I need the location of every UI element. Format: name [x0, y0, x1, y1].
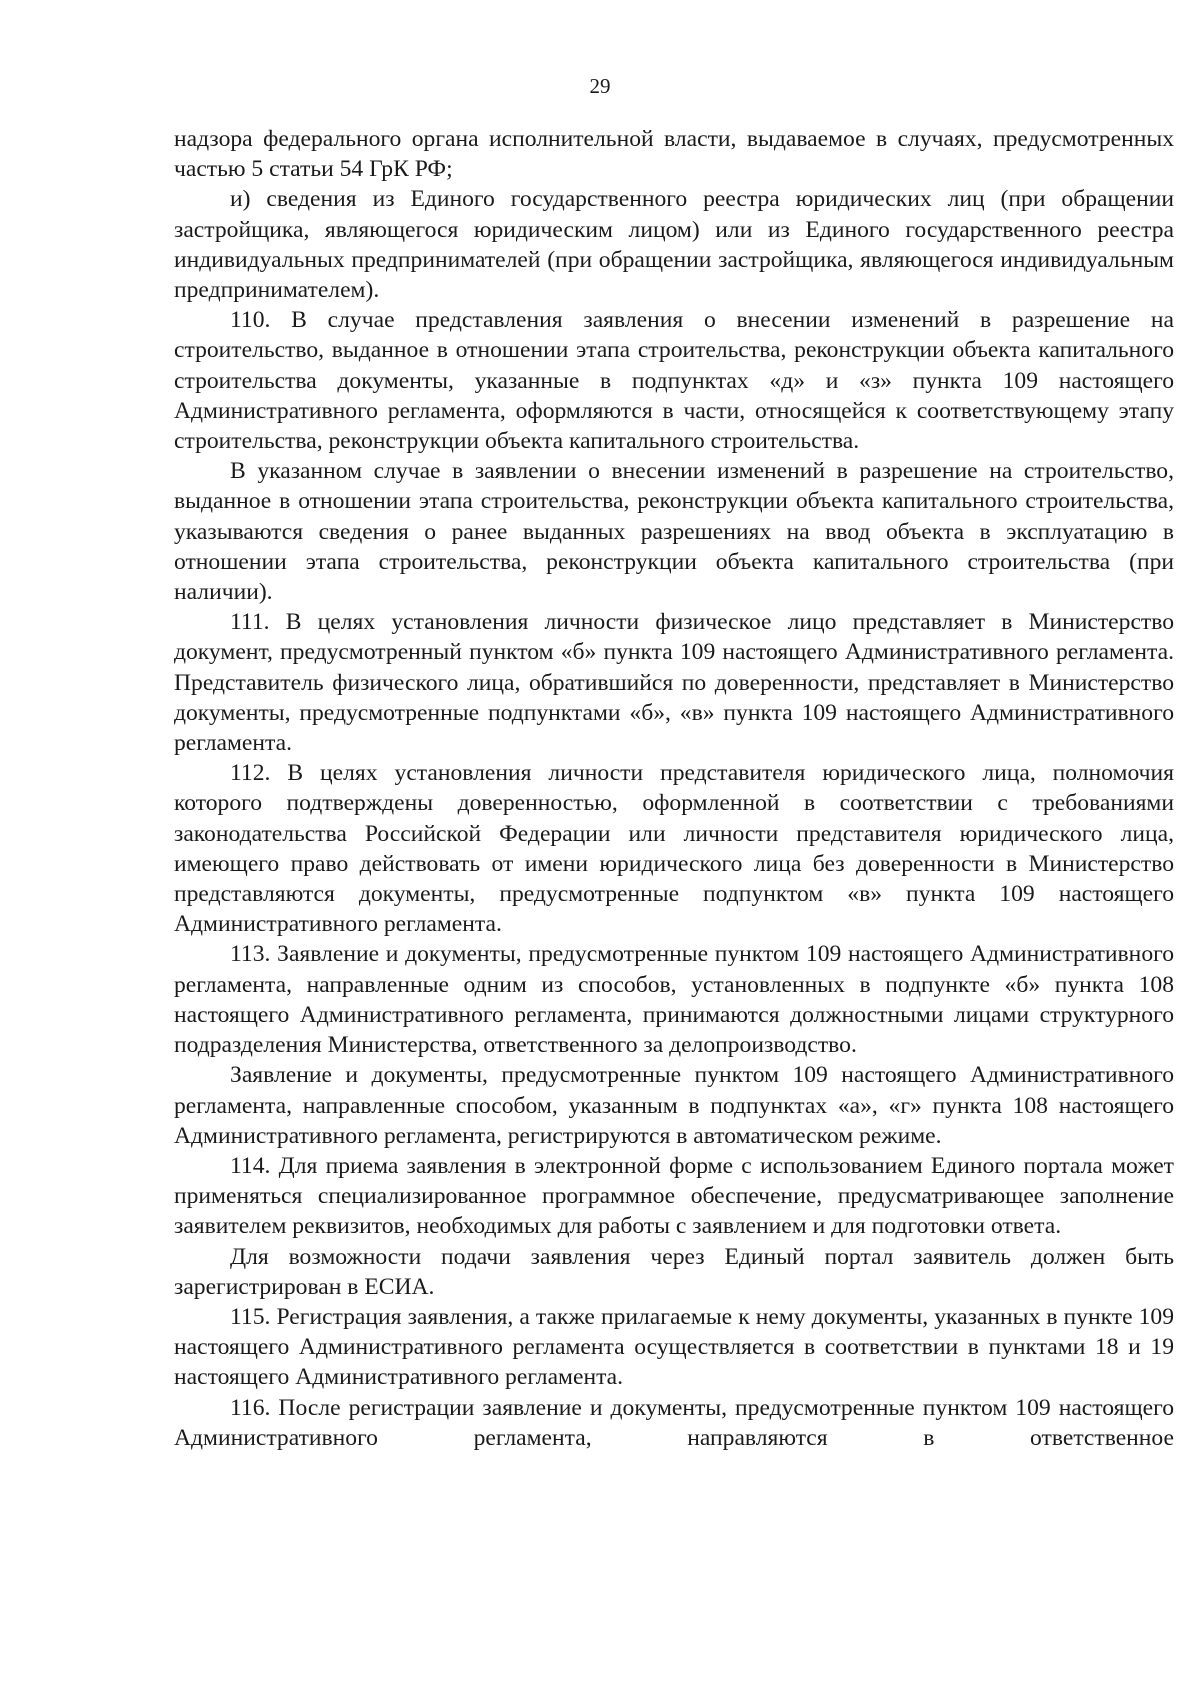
page-number: 29	[589, 74, 611, 98]
paragraph-114: 114. Для приема заявления в электронной форме с использованием Единого портала может применяться специализированное программное обеспечение, предусматривающее заполнение заявителем реквизитов, необходимых для работы с заявлением и для подготовки ответа.	[174, 1152, 1174, 1240]
paragraph-111: 111. В целях установления личности физическое лицо представляет в Министерство документ, предусмотренный пунктом «б» пункта 109 настоящего Административного регламента. Представитель физического лица, обратившийся по доверенности, представляет в Министерство документы, предусмотренные подпунктами «б», «в» пункта 109 настоящего Административного регламента.	[174, 609, 1174, 757]
paragraph-110-2: В указанном случае в заявлении о внесении изменений в разрешение на строительство, выданное в отношении этапа строительства, реконструкции объекта капитального строительства, указываются сведения о ранее выданных разрешениях на ввод объекта в эксплуатацию в отношении этапа строительства, реконструкции объекта капитального строительства (при наличии).	[174, 458, 1174, 606]
paragraph-114-2: Для возможности подачи заявления через Единый портал заявитель должен быть зарегистрирован в ЕСИА.	[174, 1243, 1174, 1300]
document-body	[174, 124, 1174, 1453]
paragraph-113-2: Заявление и документы, предусмотренные пунктом 109 настоящего Административного регламента, направленные способом, указанным в подпунктах «а», «г» пункта 108 настоящего Административного регламента, регистрируются в автоматическом режиме.	[174, 1062, 1174, 1149]
paragraph-116: 116. После регистрации заявление и документы, предусмотренные пунктом 109 настоящего Административного регламента, направляются в ответственное	[174, 1394, 1174, 1451]
paragraph-113: 113. Заявление и документы, предусмотренные пунктом 109 настоящего Административного регламента, направленные одним из способов, установленных в подпункте «б» пункта 108 настоящего Административного регламента, принимаются должностными лицами структурного подразделения Министерства, ответственного за делопроизводство.	[174, 941, 1174, 1059]
paragraph-110: 110. В случае представления заявления о внесении изменений в разрешение на строительство, выданное в отношении этапа строительства, реконструкции объекта капитального строительства документы, указанные в подпунктах «д» и «з» пункта 109 настоящего Административного регламента, оформляются в части, относящейся к соответствующему этапу строительства, реконструкции объекта капитального строительства.	[174, 307, 1174, 455]
paragraph-continuation: надзора федерального органа исполнительной власти, выдаваемое в случаях, предусмотренных частью 5 статьи 54 ГрК РФ;	[174, 126, 1174, 183]
paragraph-item-i: и) сведения из Единого государственного реестра юридических лиц (при обращении застройщика, являющегося юридическим лицом) или из Единого государственного реестра индивидуальных предпринимателей (при обращении застройщика, являющегося индивидуальным предпринимателем).	[174, 186, 1174, 304]
paragraph-115: 115. Регистрация заявления, а также прилагаемые к нему документы, указанных в пункте 109 настоящего Административного регламента осуществляется в соответствии в пунктами 18 и 19 настоящего Административного регламента.	[174, 1303, 1174, 1391]
paragraph-112: 112. В целях установления личности представителя юридического лица, полномочия которого подтверждены доверенностью, оформленной в соответствии с требованиями законодательства Российской Федерации или личности представителя юридического лица, имеющего право действовать от имени юридического лица без доверенности в Министерство представляются документы, предусмотренные подпунктом «в» пункта 109 настоящего Административного регламента.	[174, 760, 1174, 938]
